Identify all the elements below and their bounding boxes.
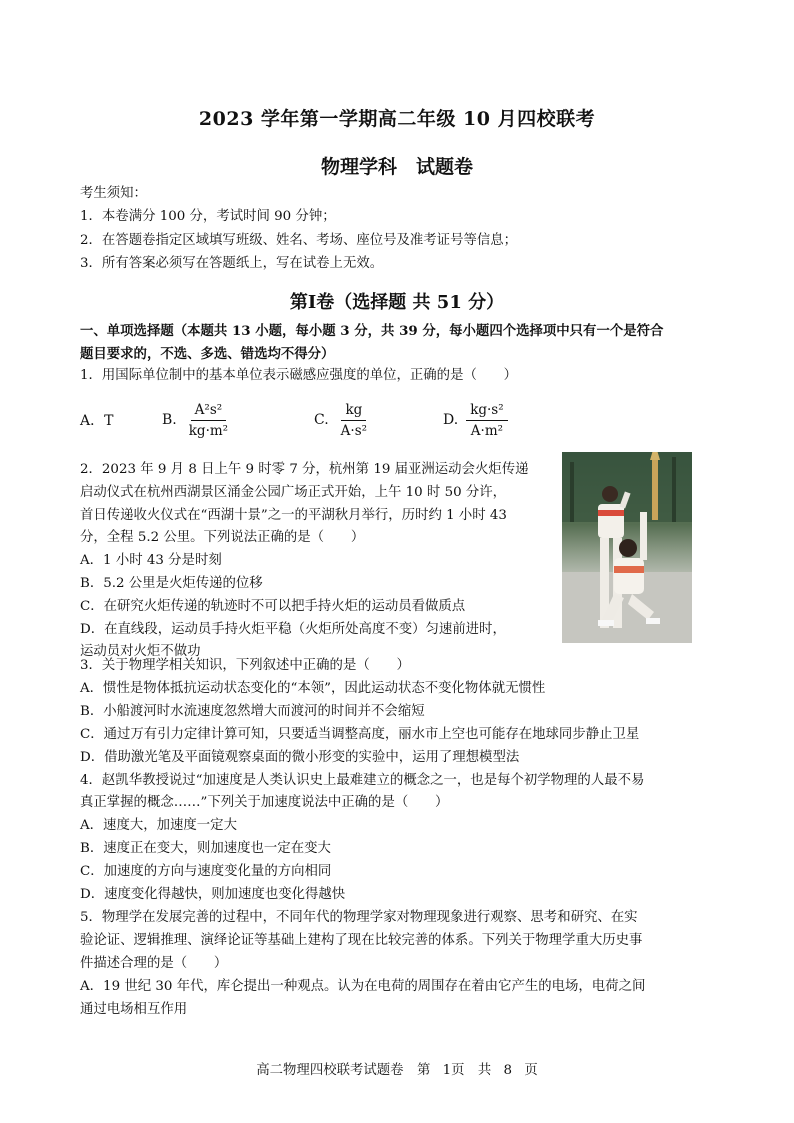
- question-5-option: A．19 世纪 30 年代，库仑提出一种观点。认为在电荷的周围存在着由它产生的电场，电荷之间: [80, 979, 646, 994]
- question-5-line: 5．物理学在发展完善的过程中，不同年代的物理学家对物理现象进行观察、思考和研究、在实: [80, 910, 638, 925]
- option-c-fraction: [337, 402, 371, 439]
- question-2-option: C．在研究火炬传递的轨迹时不可以把手持火炬的运动员看做质点: [80, 599, 466, 614]
- option-c: [314, 394, 371, 446]
- question-2-option: D．在直线段，运动员手持火炬平稳（火炬所处高度不变）匀速前进时，: [80, 622, 506, 637]
- exam-title: 2023 学年第一学期高二年级 10 月四校联考: [198, 108, 596, 130]
- option-c-letter: C.: [314, 412, 329, 428]
- option-d-numerator: kg·s²: [466, 402, 507, 421]
- question-4-option: A．速度大，加速度一定大: [80, 818, 237, 833]
- question-1-options: [80, 394, 540, 446]
- question-2-line: 2．2023 年 9 月 8 日上午 9 时零 7 分，杭州第 19 届亚洲运动会火炬传递: [80, 462, 529, 477]
- page-footer: 高二物理四校联考试题卷 第 1页 共 8 页: [256, 1063, 538, 1078]
- option-b-numerator: A²s²: [191, 402, 227, 421]
- option-c-denominator: A·s²: [340, 422, 368, 439]
- option-b: [162, 394, 232, 446]
- question-2-option: B．5.2 公里是火炬传递的位移: [80, 576, 263, 591]
- question-3-option: D．借助激光笔及平面镜观察桌面的微小形变的实验中，运用了理想模型法: [80, 750, 520, 765]
- option-d-denominator: A·m²: [470, 422, 504, 439]
- question-2-option: 运动员对火炬不做功: [80, 644, 201, 659]
- exam-subtitle: 物理学科 试题卷: [320, 156, 473, 178]
- notice-item: 2．在答题卷指定区域填写班级、姓名、考场、座位号及准考证号等信息；: [80, 233, 518, 248]
- question-5-option: 通过电场相互作用: [80, 1002, 188, 1017]
- notice-heading: 考生须知：: [80, 186, 147, 201]
- section-title: 第Ⅰ卷（选择题 共 51 分）: [289, 292, 505, 313]
- notice-item: 1．本卷满分 100 分，考试时间 90 分钟；: [80, 209, 336, 224]
- torch-relay-photo: [562, 452, 692, 643]
- option-a: [80, 394, 113, 446]
- question-3-option: C．通过万有引力定律计算可知，只要适当调整高度，丽水市上空也可能存在地球同步静止卫星: [80, 727, 640, 742]
- question-2-line: 分，全程 5.2 公里。下列说法正确的是（ ）: [80, 530, 365, 545]
- option-c-numerator: kg: [341, 402, 366, 421]
- question-4-line: 真正掌握的概念……”下列关于加速度说法中正确的是（ ）: [80, 795, 449, 810]
- question-2-line: 首日传递收火仪式在“西湖十景”之一的平湖秋月举行，历时约 1 小时 43: [80, 508, 507, 523]
- torch-relay-illustration: [562, 452, 692, 643]
- question-2-line: 启动仪式在杭州西湖景区涌金公园广场正式开始，上午 10 时 50 分许，: [80, 485, 507, 500]
- option-d: [443, 394, 508, 446]
- option-d-letter: D.: [443, 412, 459, 428]
- option-b-denominator: kg·m²: [188, 422, 229, 439]
- section-instruction: 题目要求的，不选、多选、错选均不得分）: [80, 346, 335, 362]
- question-3-line: 3．关于物理学相关知识，下列叙述中正确的是（ ）: [80, 658, 410, 673]
- question-4-option: B．速度正在变大，则加速度也一定在变大: [80, 841, 331, 856]
- question-5-line: 件描述合理的是（ ）: [80, 956, 228, 971]
- option-a-text: A．T: [80, 413, 114, 429]
- question-1-stem: 1．用国际单位制中的基本单位表示磁感应强度的单位，正确的是（ ）: [80, 368, 518, 383]
- question-4-option: D．速度变化得越快，则加速度也变化得越快: [80, 887, 346, 902]
- option-b-fraction: [185, 402, 232, 439]
- option-d-fraction: [466, 402, 507, 439]
- notice-item: 3．所有答案必须写在答题纸上，写在试卷上无效。: [80, 256, 384, 271]
- question-4-option: C．加速度的方向与速度变化量的方向相同: [80, 864, 332, 879]
- question-4-line: 4．赵凯华教授说过“加速度是人类认识史上最难建立的概念之一，也是每个初学物理的人最不易: [80, 773, 645, 788]
- question-2-option: A．1 小时 43 分是时刻: [80, 553, 222, 568]
- option-b-letter: B.: [162, 412, 177, 428]
- question-5-line: 验论证、逻辑推理、演绎论证等基础上建构了现在比较完善的体系。下列关于物理学重大历史事: [80, 933, 643, 948]
- question-3-option: A．惯性是物体抵抗运动状态变化的“本领”，因此运动状态不变化物体就无惯性: [80, 681, 546, 696]
- section-instruction: 一、单项选择题（本题共 13 小题，每小题 3 分，共 39 分，每小题四个选择项中只有一个是符合: [80, 323, 664, 339]
- question-3-option: B．小船渡河时水流速度忽然增大而渡河的时间并不会缩短: [80, 704, 425, 719]
